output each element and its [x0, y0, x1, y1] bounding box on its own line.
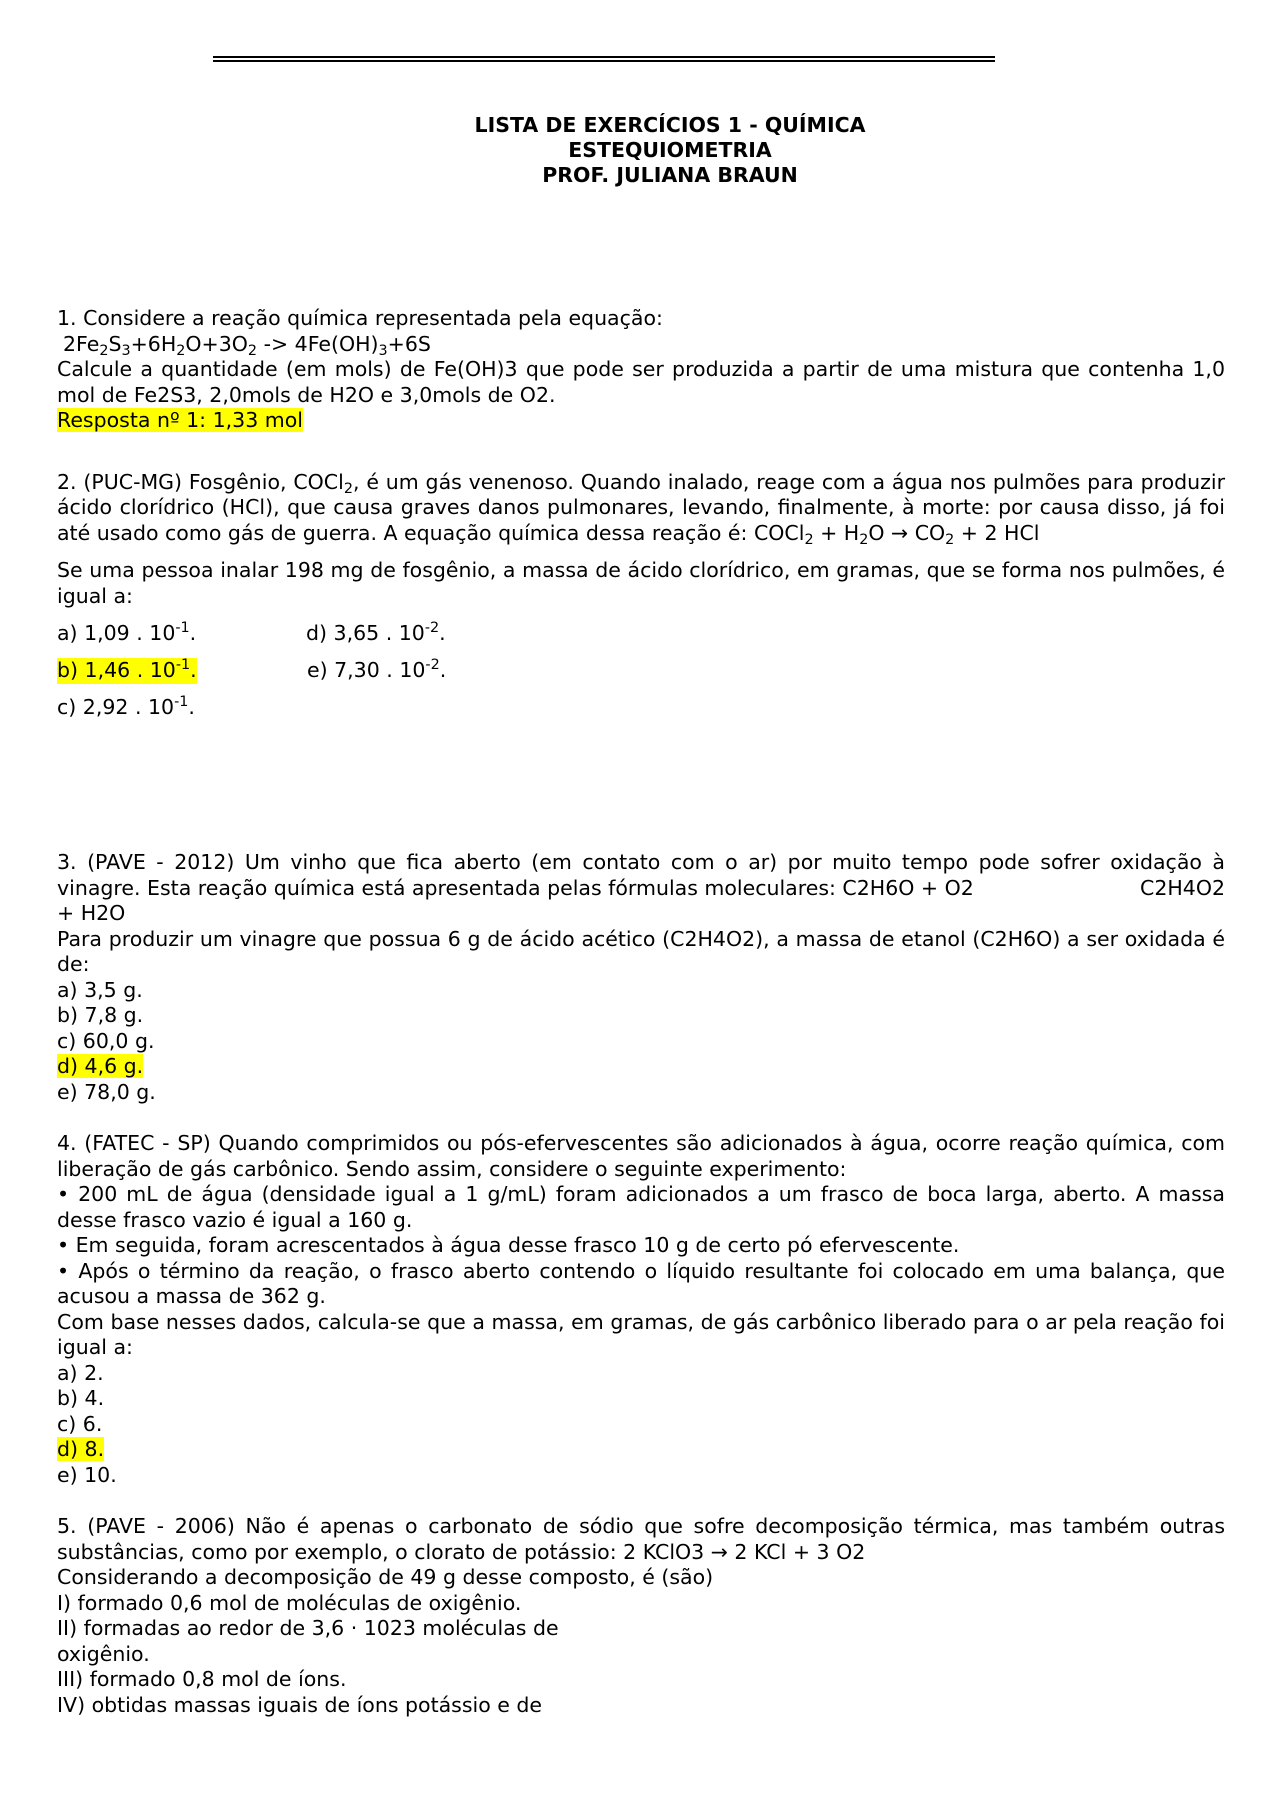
document-subtitle: ESTEQUIOMETRIA — [568, 138, 772, 162]
option-text: . — [439, 658, 447, 682]
equation-part: -> 4Fe(OH) — [257, 331, 379, 356]
question-4-bullet-3: • Após o término da reação, o frasco aberto contendo o líquido resultante foi colocado em uma balança, que acusou a massa de 362 g. — [57, 1258, 1225, 1308]
statement-text: , é um gás venenoso. Quando inalado, reage com a água nos pulmões para produzir ácido clorídrico (HCl), que causa graves danos pulmonares, levando, finalmente, à morte: por causa disso, já foi até usado como gás de guerra. A equação química dessa reação é: COCl — [57, 469, 1225, 545]
document-body — [57, 306, 1225, 1718]
equation-part: S — [108, 331, 122, 356]
option-text: e) 7,30 . 10 — [307, 658, 426, 682]
question-4-option-d-highlighted: d) 8. — [57, 1437, 105, 1461]
question-5-item-ii: II) formadas ao redor de 3,6 · 1023 moléculas de — [57, 1616, 559, 1640]
option-c — [57, 695, 195, 721]
statement-subscript: 2 — [804, 531, 814, 548]
question-4 — [57, 1131, 1225, 1488]
equation-part: +6S — [387, 331, 431, 356]
question-3-product: C2H4O2 — [1140, 875, 1225, 900]
statement-subscript: 2 — [945, 531, 955, 548]
option-exponent: -1 — [175, 620, 190, 637]
question-1-intro: 1. Considere a reação química representada pela equação: — [57, 306, 663, 330]
equation-part: O+3O — [185, 331, 248, 356]
option-text: d) 3,65 . 10 — [306, 621, 425, 645]
equation-subscript: 3 — [121, 342, 131, 359]
option-a — [57, 621, 196, 647]
equation-subscript: 2 — [99, 342, 109, 359]
question-1-body: Calcule a quantidade (em mols) de Fe(OH)3 que pode ser produzida a partir de uma mistura que contenha 1,0 mol de Fe2S3, 2,0mols de H2O e 3,0mols de O2. — [57, 357, 1225, 407]
question-3-option-b: b) 7,8 g. — [57, 1003, 144, 1027]
option-exponent: -2 — [425, 657, 440, 674]
statement-text: 2. (PUC-MG) Fosgênio, COCl — [57, 469, 344, 494]
question-3-line-2 — [57, 876, 1225, 902]
question-3-line-1: 3. (PAVE - 2012) Um vinho que fica aberto (em contato com o ar) por muito tempo pode sofrer oxidação à — [57, 850, 1225, 874]
document-title: LISTA DE EXERCÍCIOS 1 - QUÍMICA — [474, 113, 866, 137]
question-3-option-c: c) 60,0 g. — [57, 1028, 155, 1053]
option-text: . — [439, 621, 446, 645]
question-5-item-i: I) formado 0,6 mol de moléculas de oxigênio. — [57, 1590, 522, 1615]
option-text: . — [189, 621, 197, 645]
header-double-rule — [213, 56, 995, 62]
question-3-option-d-highlighted: d) 4,6 g. — [57, 1054, 144, 1078]
question-4-bullet-2: • Em seguida, foram acrescentados à água desse frasco 10 g de certo pó efervescente. — [57, 1233, 960, 1257]
option-text: c) 2,92 . 10 — [57, 695, 175, 719]
question-5 — [57, 1514, 1225, 1718]
question-3-option-a: a) 3,5 g. — [57, 977, 143, 1002]
equation-part: +6H — [130, 331, 177, 356]
equation-subscript: 3 — [378, 342, 388, 359]
question-1 — [57, 306, 1225, 434]
question-3-option-e: e) 78,0 g. — [57, 1079, 156, 1104]
question-5-item-ii-cont: oxigênio. — [57, 1641, 150, 1666]
question-5-item-iv: IV) obtidas massas iguais de íons potássio e de — [57, 1692, 543, 1717]
question-4-bullet-1: • 200 mL de água (densidade igual a 1 g/mL) foram adicionados a um frasco de boca larga, aberto. A massa desse frasco vazio é igual a 160 g. — [57, 1182, 1225, 1232]
question-2-statement — [57, 470, 1225, 547]
option-b-highlighted — [57, 658, 197, 684]
question-2-options — [57, 621, 1225, 732]
statement-subscript: 2 — [343, 480, 353, 497]
teacher-name: PROF. JULIANA BRAUN — [542, 163, 798, 187]
question-3-line-3: + H2O — [57, 901, 126, 925]
question-3 — [57, 850, 1225, 1105]
statement-text: O → CO — [868, 520, 946, 545]
document-header — [0, 113, 1280, 188]
equation-subscript: 2 — [247, 342, 258, 359]
question-5-intro: 5. (PAVE - 2006) Não é apenas o carbonato de sódio que sofre decomposição térmica, mas também outras substâncias, como por exemplo, o clorato de potássio: 2 KClO3 → 2 KCl + 3 O2 — [57, 1514, 1225, 1564]
statement-subscript: 2 — [859, 531, 869, 548]
question-5-body: Considerando a decomposição de 49 g desse composto, é (são) — [57, 1565, 714, 1589]
question-4-option-c: c) 6. — [57, 1411, 103, 1436]
option-e — [307, 658, 446, 684]
option-text: . — [190, 658, 197, 682]
question-3-reaction: vinagre. Esta reação química está apresentada pelas fórmulas moleculares: C2H6O + O2 — [57, 875, 974, 900]
option-exponent: -2 — [424, 620, 440, 637]
question-4-option-b: b) 4. — [57, 1386, 105, 1410]
question-4-body: Com base nesses dados, calcula-se que a massa, em gramas, de gás carbônico liberado para o ar pela reação foi igual a: — [57, 1309, 1225, 1359]
question-1-equation — [57, 332, 1225, 358]
option-text: . — [188, 695, 195, 719]
question-5-item-iii: III) formado 0,8 mol de íons. — [57, 1667, 347, 1691]
statement-text: + 2 HCl — [954, 520, 1040, 545]
option-exponent: -1 — [174, 694, 189, 711]
statement-text: + H — [813, 520, 860, 545]
option-text: a) 1,09 . 10 — [57, 621, 176, 645]
question-4-option-a: a) 2. — [57, 1360, 104, 1385]
question-4-intro: 4. (FATEC - SP) Quando comprimidos ou pós-efervescentes são adicionados à água, ocorre reação química, com liberação de gás carbônico. Sendo assim, considere o seguinte experimento: — [57, 1131, 1225, 1181]
equation-subscript: 2 — [176, 342, 186, 359]
equation-part: 2Fe — [63, 331, 100, 356]
question-3-body: Para produzir um vinagre que possua 6 g de ácido acético (C2H4O2), a massa de etanol (C2H6O) a ser oxidada é de: — [57, 926, 1225, 976]
option-d — [306, 621, 446, 647]
question-2-body: Se uma pessoa inalar 198 mg de fosgênio, a massa de ácido clorídrico, em gramas, que se forma nos pulmões, é igual a: — [57, 558, 1225, 608]
option-exponent: -1 — [175, 657, 191, 674]
question-1-answer: Resposta nº 1: 1,33 mol — [57, 408, 303, 432]
option-text: b) 1,46 . 10 — [57, 658, 176, 682]
question-4-option-e: e) 10. — [57, 1462, 117, 1487]
